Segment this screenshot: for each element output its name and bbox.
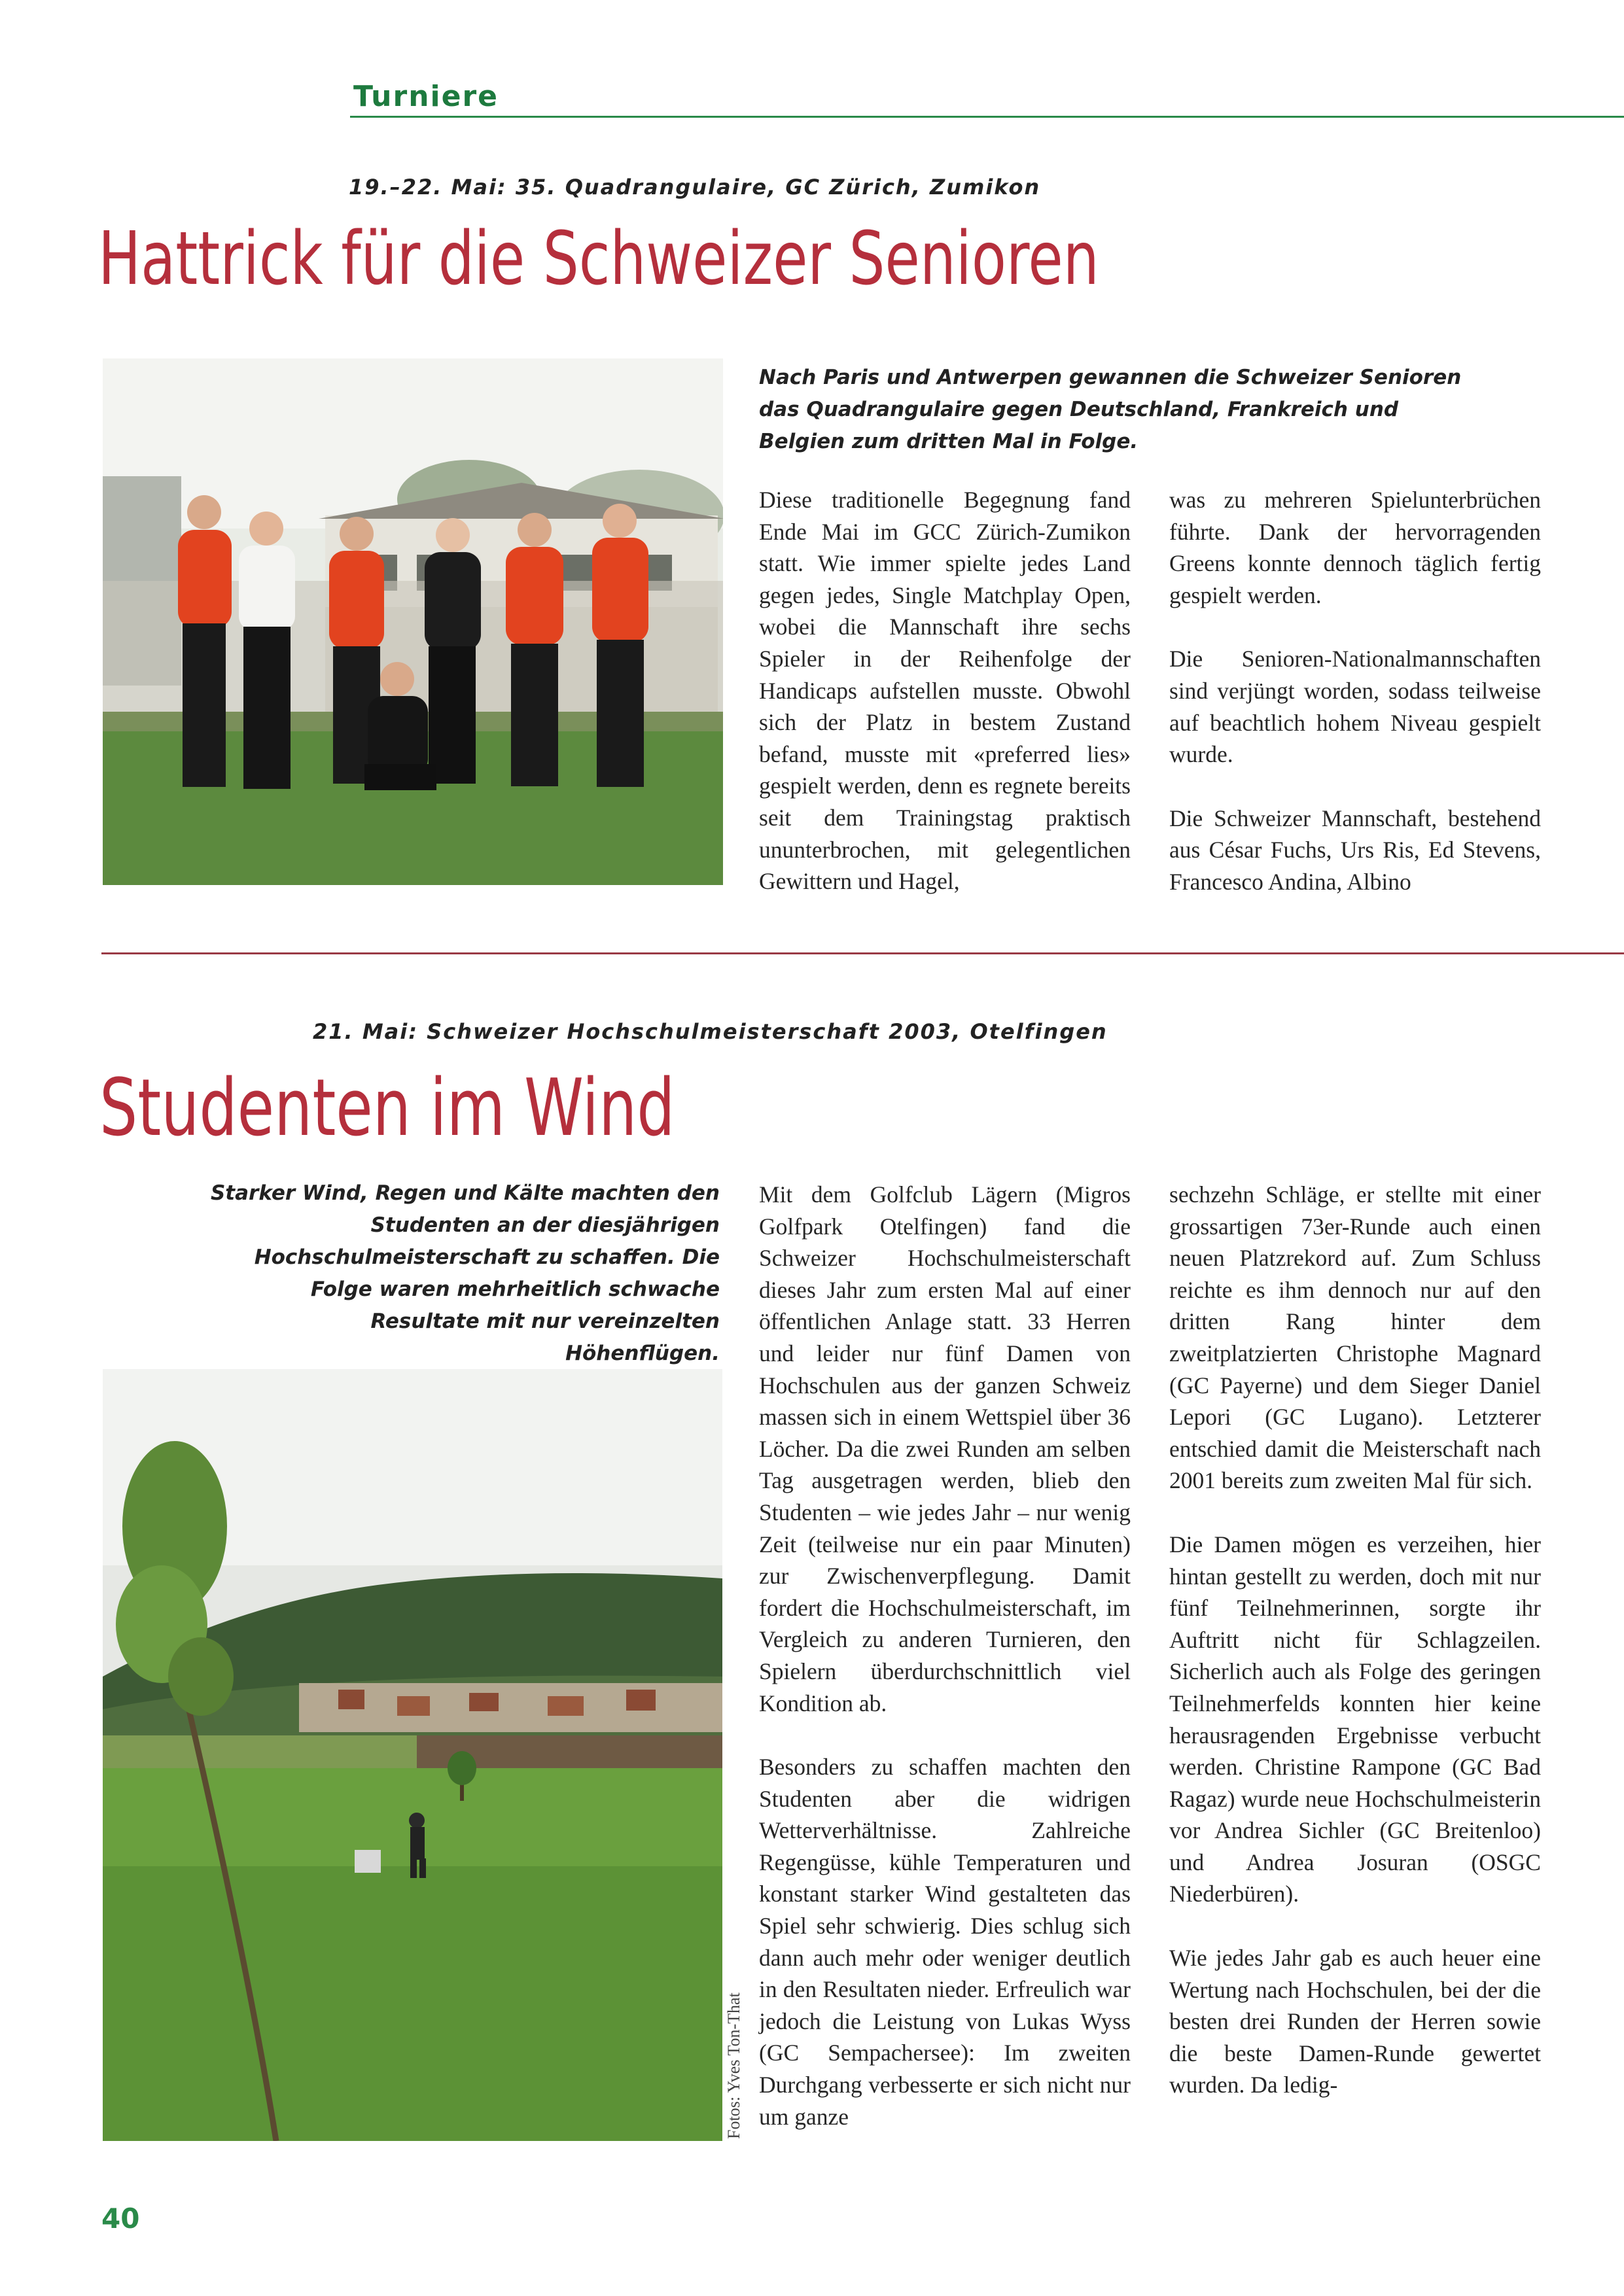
article2-column-2: [1169, 1179, 1541, 2101]
article2-headline: Studenten im Wind: [99, 1063, 675, 1154]
article1-col2-paragraph: Die Senioren-Nationalmannschaften sind verjüngt worden, sodass teilweise auf beachtlich hohem Niveau gespielt wurde.: [1169, 646, 1541, 768]
article1-lead: Nach Paris und Antwerpen gewannen die Schweizer Senioren das Quadrangulaire gegen Deutschland, Frankreich und Belgien zum dritten Mal in Folge.: [759, 366, 1462, 453]
team-photo: [103, 358, 723, 885]
golf-course-photo: [103, 1369, 722, 2141]
team-photo-image: [103, 358, 723, 885]
golf-course-photo-image: [103, 1369, 722, 2141]
article1-column-2: [1169, 484, 1541, 898]
article-divider: [101, 952, 1624, 954]
article1-col2-paragraph: Die Schweizer Mannschaft, bestehend aus César Fuchs, Urs Ris, Ed Stevens, Francesco Andina, Albino: [1169, 805, 1541, 895]
article1-kicker: 19.–22. Mai: 35. Quadrangulaire, GC Zürich, Zumikon: [349, 175, 1041, 200]
article2-kicker: 21. Mai: Schweizer Hochschulmeisterschaft 2003, Otelfingen: [313, 1019, 1108, 1044]
page-number: 40: [101, 2202, 140, 2235]
section-rule: [350, 116, 1624, 118]
article1-col1-paragraph: Diese traditionelle Begegnung fand Ende Mai im GCC Zürich-Zumikon statt. Wie immer spielte jedes Land gegen jedes, Single Matchplay Open, wobei die Mannschaft ihre sechs Spieler in der Reihenfolge der Handicaps aufstellen musste. Obwohl sich der Platz in bestem Zustand befand, musste mit «preferred lies» gespielt werden, denn es regnete bereits seit dem Trainingstag praktisch ununterbrochen, mit gelegentlichen Gewittern und Hagel,: [759, 487, 1131, 895]
article2-lead: Starker Wind, Regen und Kälte machten den Studenten an der diesjährigen Hochschulmeisterschaft zu schaffen. Die Folge waren mehrheitlich schwache Resultate mit nur vereinzelten Höhenflügen.: [210, 1181, 720, 1365]
article2-col2-paragraph: Die Damen mögen es verzeihen, hier hintan gestellt zu werden, doch mit nur fünf Teilnehmerinnen, sorgte ihr Auftritt nicht für Schlagzeilen. Sicherlich auch als Folge des geringen Teilnehmerfelds konnten hier keine herausragenden Ergebnisse verbucht werden. Christine Rampone (GC Bad Ragaz) wurde neue Hochschulmeisterin vor Andrea Sichler (GC Breitenloo) und Andrea Josuran (OSGC Niederbüren).: [1169, 1531, 1541, 1907]
article2-column-1: [759, 1179, 1131, 2132]
article2-col2-paragraph: Wie jedes Jahr gab es auch heuer eine Wertung nach Hochschulen, bei der die besten drei Runden der Herren sowie die beste Damen-Runde gewertet wurden. Da ledig-: [1169, 1945, 1541, 2098]
article2-col1-paragraph: Besonders zu schaffen machten den Studenten aber die widrigen Wetterverhältnisse. Zahlreiche Regengüsse, kühle Temperaturen und konstant starker Wind gestalteten das Spiel sehr schwierig. Dies schlug sich dann auch mehr oder weniger deutlich in den Resultaten nieder. Erfreulich war jedoch die Leistung von Lukas Wyss (GC Sempachersee): Im zweiten Durchgang verbesserte er sich nicht nur um ganze: [759, 1754, 1131, 2130]
article1-headline: Hattrick für die Schweizer Senioren: [98, 217, 1099, 302]
section-label: Turniere: [353, 80, 499, 113]
photo-credit: Fotos: Yves Ton-That: [724, 1992, 743, 2139]
article1-column-1: [759, 484, 1131, 897]
article2-col1-paragraph: Mit dem Golfclub Lägern (Migros Golfpark Otelfingen) fand die Schweizer Hochschulmeisterschaft dieses Jahr zum ersten Mal auf einer öffentlichen Anlage statt. 33 Herren und leider nur fünf Damen von Hochschulen aus der ganzen Schweiz massen sich in einem Wettspiel über 36 Löcher. Da die zwei Runden am selben Tag ausgetragen werden, blieb den Studenten – wie jedes Jahr – nur wenig Zeit (teilweise nur ein paar Minuten) zur Zwischenverpflegung. Damit fordert die Hochschulmeisterschaft, im Vergleich zu anderen Turnieren, den Spielern überdurchschnittlich viel Kondition ab.: [759, 1181, 1131, 1716]
article2-col2-paragraph: sechzehn Schläge, er stellte mit einer grossartigen 73er-Runde auch einen neuen Platzrekord auf. Zum Schluss reichte es ihm dennoch nur auf den dritten Rang hinter dem zweitplatzierten Christophe Magnard (GC Payerne) und dem Sieger Daniel Lepori (GC Lugano). Letzterer entschied damit die Meisterschaft nach 2001 bereits zum zweiten Mal für sich.: [1169, 1181, 1541, 1494]
article1-col2-paragraph: was zu mehreren Spielunterbrüchen führte. Dank der hervorragenden Greens konnte dennoch täglich fertig gespielt werden.: [1169, 487, 1541, 608]
